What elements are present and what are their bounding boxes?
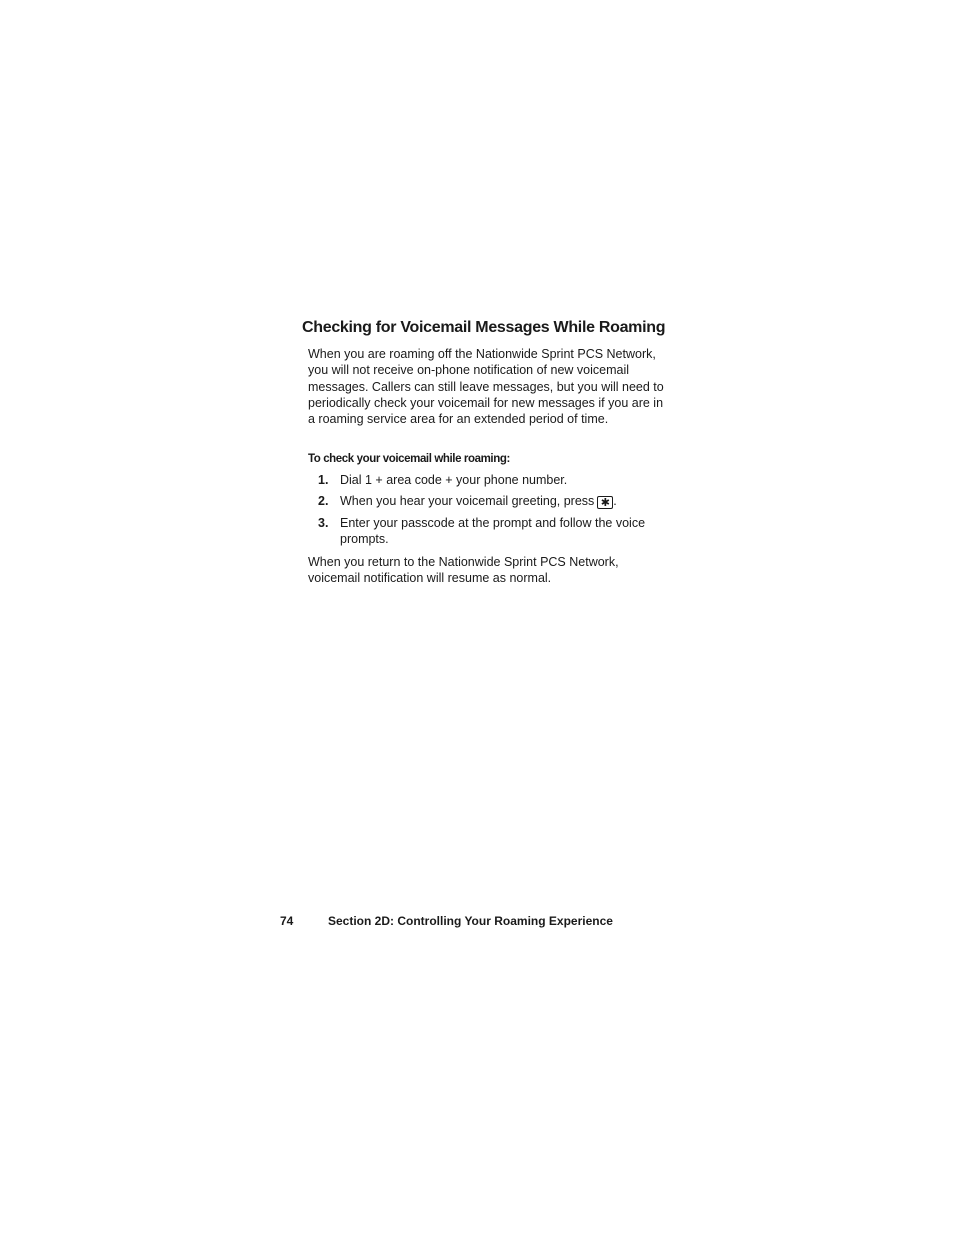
page-number: 74 bbox=[280, 914, 294, 928]
star-key-icon: ✱ bbox=[597, 496, 613, 509]
list-item bbox=[308, 493, 668, 509]
step-number: 3. bbox=[318, 515, 329, 530]
intro-paragraph: When you are roaming off the Nationwide Sprint PCS Network, you will not receive on-phone notification of new voicemail messages. Callers can still leave messages, but you will need to periodically check your voicemail for new messages if you are in a roaming service area for an extended period of time. bbox=[308, 347, 664, 427]
step-number: 2. bbox=[318, 494, 329, 509]
step-suffix: . bbox=[613, 494, 617, 509]
outro-paragraph: When you return to the Nationwide Sprint PCS Network, voicemail notification will resume as normal. bbox=[308, 555, 619, 586]
page-footer bbox=[280, 913, 613, 929]
list-item bbox=[308, 515, 668, 548]
steps-list bbox=[308, 472, 668, 552]
step-text: When you hear your voicemail greeting, press bbox=[340, 494, 595, 509]
step-number: 1. bbox=[318, 473, 329, 487]
procedure-label: To check your voicemail while roaming: bbox=[308, 453, 510, 465]
step-text: Dial 1 + area code + your phone number. bbox=[340, 473, 568, 487]
section-title: Section 2D: Controlling Your Roaming Experience bbox=[328, 914, 613, 928]
step-text: Enter your passcode at the prompt and follow the voice prompts. bbox=[340, 515, 646, 546]
list-item bbox=[308, 472, 668, 488]
section-heading: Checking for Voicemail Messages While Roaming bbox=[302, 319, 666, 336]
